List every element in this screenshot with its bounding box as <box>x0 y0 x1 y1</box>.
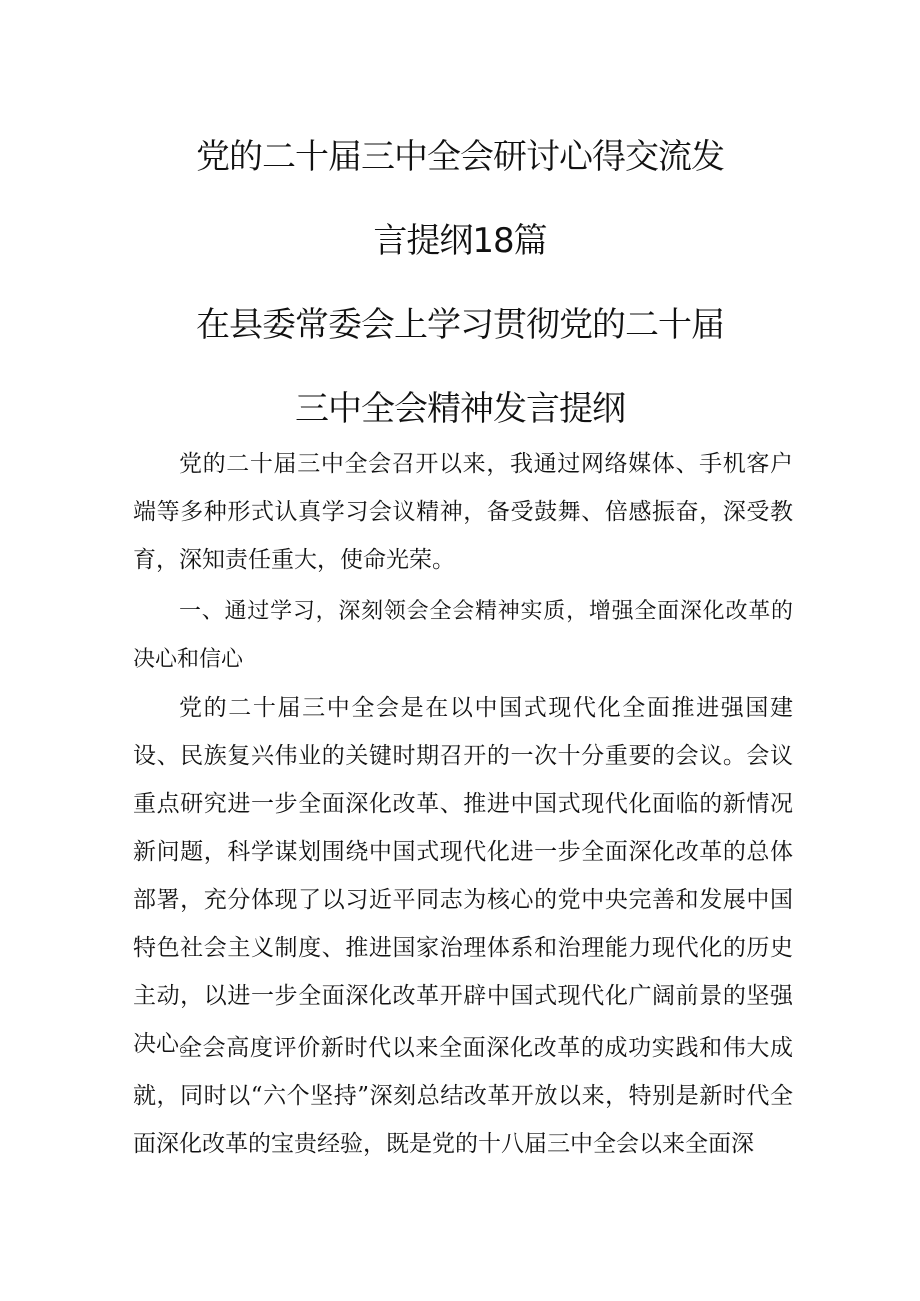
intro-paragraph: 党的二十届三中全会召开以来，我通过网络媒体、手机客户端等多种形式认真学习会议精神，备受鼓舞、倍感振奋，深受教育，深知责任重大，使命光荣。 <box>133 451 793 573</box>
document-subtitle-line-1: 在县委常委会上学习贯彻党的二十届 <box>196 305 724 345</box>
body-paragraph-3: 全会高度评价新时代以来全面深化改革的成功实践和伟大成就，同时以“六个坚持”深刻总结改革开放以来，特别是新时代全面深化改革的宝贵经验，既是党的十八届三中全会以来全面深 <box>133 1035 793 1157</box>
section-heading-1: 一、通过学习，深刻领会全会精神实质，增强全面深化改革的决心和信心 <box>133 599 793 672</box>
document-subtitle-line-2: 三中全会精神发言提纲 <box>295 389 625 429</box>
body-paragraph-2: 党的二十届三中全会是在以中国式现代化全面推进强国建设、民族复兴伟业的关键时期召开的一次十分重要的会议。会议重点研究进一步全面深化改革、推进中国式现代化面临的新情况新问题，科学谋划围绕中国式现代化进一步全面深化改革的总体部署，充分体现了以习近平同志为核心的党中央完善和发展中国特色社会主义制度、推进国家治理体系和治理能力现代化的历史主动，以进一步全面深化改革开辟中国式现代化广阔前景的坚强决心。 <box>133 695 793 1057</box>
document-title-line-1: 党的二十届三中全会研讨心得交流发 <box>196 137 724 177</box>
document-title-line-2: 言提纲18篇 <box>373 221 547 261</box>
